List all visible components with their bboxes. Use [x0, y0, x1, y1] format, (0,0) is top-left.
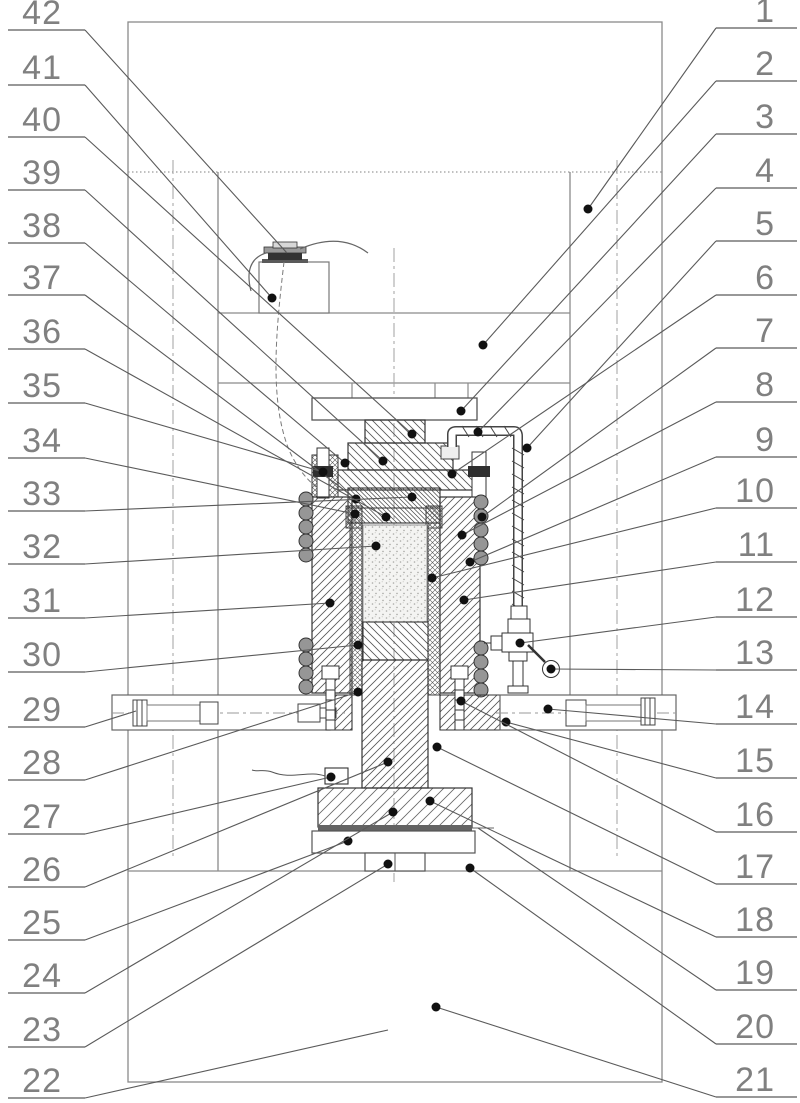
base-friction-strip: [318, 825, 472, 831]
reference-number-28: 28: [22, 744, 62, 782]
reference-number-19: 19: [735, 954, 775, 992]
leader-line: [483, 81, 716, 345]
leader-line: [461, 134, 716, 411]
leader-dot: [457, 697, 466, 706]
spring-stack-right-upper: [474, 495, 488, 565]
leader-dot: [268, 294, 277, 303]
leader-line: [452, 295, 716, 474]
reference-number-36: 36: [22, 313, 62, 351]
callout-3: [457, 98, 798, 416]
leader-dot: [354, 688, 363, 697]
reference-number-42: 42: [22, 0, 62, 32]
reference-number-39: 39: [22, 154, 62, 192]
leader-line: [85, 777, 331, 834]
reference-number-9: 9: [755, 421, 775, 459]
leader-line: [85, 403, 323, 472]
reference-number-30: 30: [22, 636, 62, 674]
reference-number-15: 15: [735, 742, 775, 780]
leader-line: [85, 349, 386, 517]
reference-number-13: 13: [735, 634, 775, 672]
valve-bottom-flange: [508, 686, 528, 693]
leader-dot: [319, 468, 328, 477]
leader-dot: [479, 341, 488, 350]
leader-dot: [584, 205, 593, 214]
leader-dot: [379, 457, 388, 466]
spring-stack-left-lower: [299, 638, 313, 694]
valve-drop-pipe: [513, 661, 523, 689]
sensor-cable-right: [300, 241, 368, 253]
leader-dot: [433, 743, 442, 752]
leader-dot: [432, 1003, 441, 1012]
leader-dot: [448, 470, 457, 479]
leader-line: [436, 1007, 716, 1097]
reference-number-5: 5: [755, 205, 775, 243]
leader-line: [85, 190, 383, 461]
leader-line: [520, 617, 716, 643]
needle-valve: [484, 606, 560, 693]
reference-number-20: 20: [735, 1008, 775, 1046]
reference-number-14: 14: [735, 688, 775, 726]
callout-4: [474, 152, 798, 437]
callout-13: [547, 634, 798, 674]
sensor-box: [259, 262, 329, 313]
lower-spacer-block: [363, 622, 428, 660]
leader-dot: [426, 797, 435, 806]
leader-dot: [523, 444, 532, 453]
leader-dot: [466, 558, 475, 567]
reference-number-40: 40: [22, 101, 62, 139]
leader-line: [470, 868, 716, 1044]
leader-dot: [460, 596, 469, 605]
reference-number-11: 11: [737, 526, 775, 564]
reference-number-21: 21: [735, 1061, 775, 1099]
leader-dot: [326, 599, 335, 608]
reference-number-3: 3: [755, 98, 775, 136]
leader-line: [85, 1030, 388, 1098]
leader-dot: [547, 665, 556, 674]
leader-line: [462, 402, 716, 535]
reference-number-41: 41: [22, 49, 62, 87]
valve-outlet-flange: [509, 652, 527, 661]
reference-number-31: 31: [22, 582, 62, 620]
callout-2: [479, 45, 798, 350]
leader-line: [588, 28, 716, 209]
sensor-box-cable: [252, 770, 325, 776]
upper-platen: [312, 398, 477, 420]
leader-dot: [351, 510, 360, 519]
leader-dot: [458, 531, 467, 540]
leader-line: [85, 841, 348, 940]
callout-8: [458, 366, 798, 540]
leader-line: [85, 812, 393, 993]
reference-number-7: 7: [755, 312, 775, 350]
valve-lever: [528, 645, 545, 662]
leader-line: [551, 669, 716, 670]
leader-line: [437, 747, 716, 884]
leader-dot: [516, 639, 525, 648]
reference-number-38: 38: [22, 207, 62, 245]
callout-23: [8, 860, 393, 1050]
piston-flange: [348, 443, 453, 470]
reference-number-1: 1: [755, 0, 775, 30]
leader-line: [464, 562, 716, 600]
leader-dot: [384, 758, 393, 767]
reference-number-25: 25: [22, 904, 62, 942]
leader-dot: [408, 430, 417, 439]
valve-bonnet: [508, 619, 530, 633]
leader-line: [85, 603, 330, 618]
leader-dot: [457, 407, 466, 416]
reference-number-16: 16: [735, 796, 775, 834]
reference-number-22: 22: [22, 1062, 62, 1100]
leader-dot: [428, 574, 437, 583]
leader-dot: [478, 513, 487, 522]
reference-number-23: 23: [22, 1011, 62, 1049]
callout-40: [8, 101, 417, 439]
base-plate: [312, 831, 475, 853]
specimen: [363, 525, 427, 622]
leader-dot: [389, 808, 398, 817]
leader-line: [85, 295, 356, 499]
reference-number-6: 6: [755, 259, 775, 297]
base-block: [318, 788, 472, 827]
leader-dot: [327, 773, 336, 782]
reference-number-18: 18: [735, 901, 775, 939]
reference-number-35: 35: [22, 367, 62, 405]
reference-number-4: 4: [755, 152, 775, 190]
leader-line: [85, 864, 388, 1047]
callout-22: [8, 1030, 388, 1100]
reference-number-24: 24: [22, 957, 62, 995]
right-stud-nut: [468, 466, 490, 477]
reference-number-17: 17: [735, 848, 775, 886]
leader-dot: [384, 860, 393, 869]
reference-number-32: 32: [22, 528, 62, 566]
liner-left: [350, 523, 362, 695]
callout-31: [8, 582, 335, 620]
vessel-wall-left: [312, 497, 352, 693]
leader-line: [470, 457, 716, 562]
leader-dot: [372, 542, 381, 551]
leader-dot: [466, 864, 475, 873]
leader-dot: [354, 641, 363, 650]
transducer-cap: [273, 242, 297, 248]
reference-number-10: 10: [735, 472, 775, 510]
leader-dot: [544, 705, 553, 714]
leader-dot: [474, 428, 483, 437]
reference-number-34: 34: [22, 422, 62, 460]
reference-number-27: 27: [22, 798, 62, 836]
valve-bonnet-top: [511, 606, 527, 619]
reference-number-12: 12: [735, 581, 775, 619]
reference-number-2: 2: [755, 45, 775, 83]
leader-dot: [408, 493, 417, 502]
pipe-fitting: [441, 446, 459, 459]
reference-number-8: 8: [755, 366, 775, 404]
reference-number-26: 26: [22, 851, 62, 889]
leader-line: [85, 30, 287, 253]
valve-handwheel: [491, 636, 502, 650]
leader-line: [478, 828, 716, 990]
leader-line: [85, 137, 412, 434]
reference-number-37: 37: [22, 259, 62, 297]
piston: [365, 420, 425, 443]
leader-dot: [382, 513, 391, 522]
liner-right: [428, 523, 440, 695]
reference-number-29: 29: [22, 691, 62, 729]
leader-dot: [341, 459, 350, 468]
reference-number-33: 33: [22, 475, 62, 513]
